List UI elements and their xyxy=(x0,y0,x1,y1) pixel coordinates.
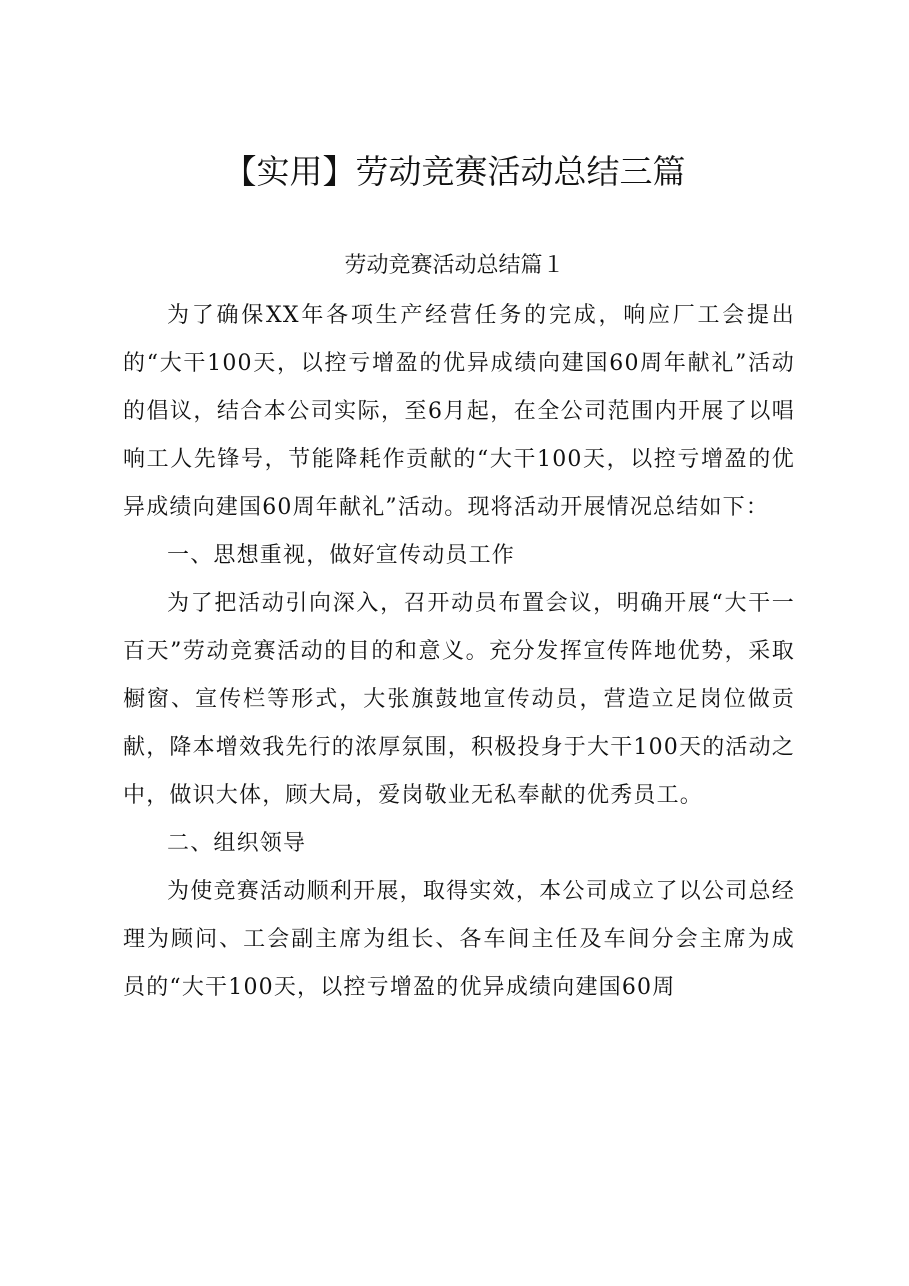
paragraph-intro: 为了确保XX年各项生产经营任务的完成，响应厂工会提出的“大干100天，以控亏增盈的优异成绩向建国60周年献礼”活动的倡议，结合本公司实际，至6月起，在全公司范围内开展了以唱响工人先锋号，节能降耗作贡献的“大干100天，以控亏增盈的优异成绩向建国60周年献礼”活动。现将活动开展情况总结如下： xyxy=(123,303,795,520)
document-title: 【实用】劳动竞赛活动总结三篇 xyxy=(223,152,686,191)
section-title: 劳动竞赛活动总结篇１ xyxy=(344,253,565,278)
heading-two: 二、组织领导 xyxy=(167,831,307,856)
document-body xyxy=(123,292,795,1012)
paragraph-publicity: 为了把活动引向深入，召开动员布置会议，明确开展“大干一百天”劳动竞赛活动的目的和意义。充分发挥宣传阵地优势，采取橱窗、宣传栏等形式，大张旗鼓地宣传动员，营造立足岗位做贡献，降本增效我先行的浓厚氛围，积极投身于大干100天的活动之中，做识大体，顾大局，爱岗敬业无私奉献的优秀员工。 xyxy=(123,591,795,808)
heading-one: 一、思想重视，做好宣传动员工作 xyxy=(167,543,516,568)
paragraph-organization: 为使竞赛活动顺利开展，取得实效，本公司成立了以公司总经理为顾问、工会副主席为组长、各车间主任及车间分会主席为成员的“大干100天，以控亏增盈的优异成绩向建国60周 xyxy=(123,879,795,1000)
